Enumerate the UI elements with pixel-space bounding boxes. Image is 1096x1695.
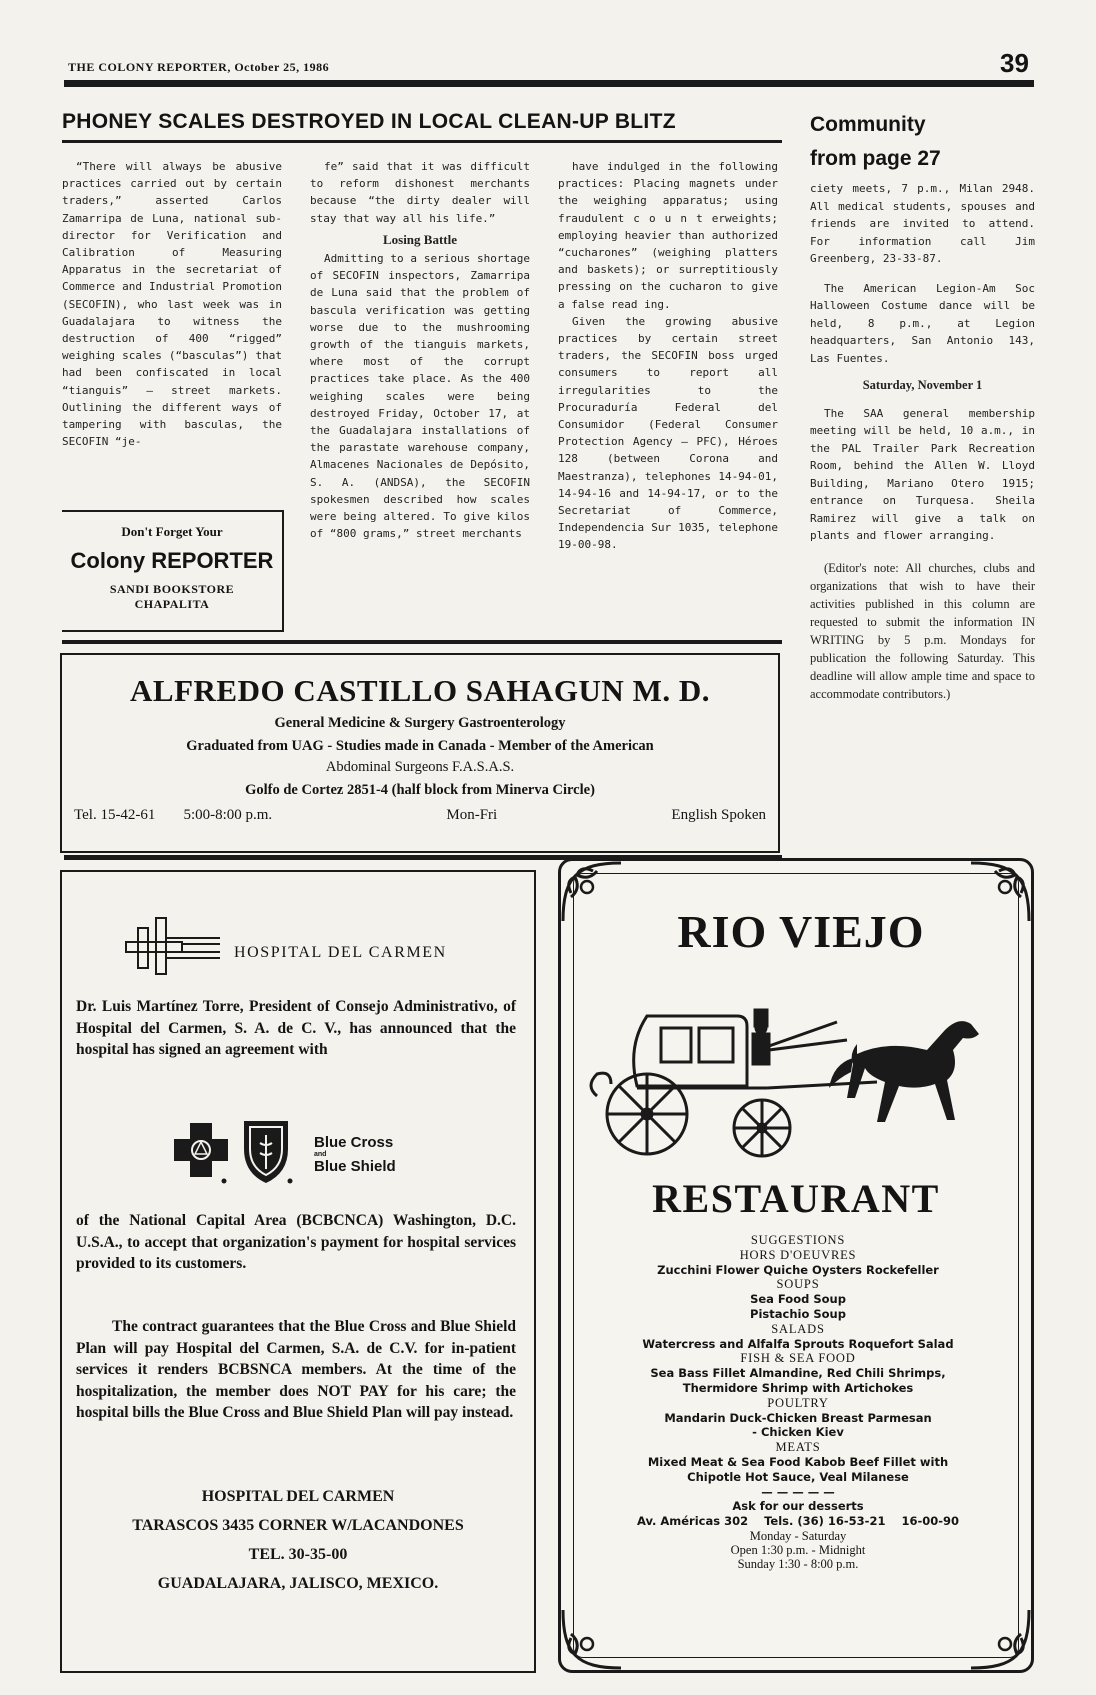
promo-store: SANDI BOOKSTORE	[109, 582, 235, 596]
article-text: “There will always be abusive practices carried out by certain traders,” asserted Carlos Zamarripa de Luna, national sub-director for Verification and Calibration of Measuring Apparatus in the secretariat of Commerce and Industrial Promotion (SECOFIN), who last week was in Guadalajara to witness the destruction of 400 “rigged” weighing scales (“basculas”) that had been confiscated in local “tianguis” — street markets. Outlining the different ways of tampering with basculas, the SECOFIN “je-	[62, 160, 282, 449]
menu-list	[575, 1233, 1021, 1514]
doctor-tel-hours	[74, 807, 272, 824]
horse-carriage-icon	[577, 976, 1017, 1166]
doctor-society: Abdominal Surgeons F.A.S.A.S.	[325, 759, 515, 775]
hospital-contract: The contract guarantees that the Blue Cross and Blue Shield Plan will pay Hospital del Carmen, S.A. de C.V. for in-patient services it renders BCBSNCA members. At the time of the hospitalization, the member does NOT PAY for his care; the hospital bills the Blue Cross and Blue Shield Plan will pay instead.	[76, 1318, 516, 1421]
bcbs-line: Blue Cross	[314, 1134, 394, 1151]
restaurant-tel-2: 16-00-90	[901, 1514, 960, 1529]
article-column-3	[558, 158, 778, 554]
restaurant-hours-weekday: Open 1:30 p.m. - Midnight	[730, 1542, 866, 1557]
article-text: fe” said that it was difficult to reform dishonest merchants because “the dirty dealer will stay that way all his life.”	[310, 160, 530, 225]
menu-item: Watercress and Alfalfa Sprouts Roquefort Salad	[642, 1336, 954, 1351]
doctor-address: Golfo de Cortez 2851-4 (half block from Minerva Circle)	[245, 782, 595, 798]
community-subtitle: from page 27	[810, 147, 941, 170]
colony-reporter-promo	[62, 510, 284, 632]
menu-section-heading: SUGGESTIONS	[750, 1233, 846, 1247]
article-text: have indulged in the following practices: Placing magnets under the weighing apparatus; using fraudulent c o u n t erweights; employing heavier than authorized “cucharones” (weighing platters and baskets); or surreptitiously pressing on the cucharon to give a false read ing.	[558, 160, 778, 311]
restaurant-tels: Tels. (36) 16-53-21	[764, 1514, 886, 1529]
blue-cross-blue-shield-icon	[170, 1117, 300, 1187]
menu-item: Sea Bass Fillet Almandine, Red Chili Shrimps,	[650, 1366, 946, 1381]
ornament-icon	[557, 857, 627, 927]
hospital-agreement: of the National Capital Area (BCBCNCA) Washington, D.C. U.S.A., to accept that organization's payment for hospital services provided to its customers.	[76, 1212, 516, 1272]
menu-item: Ask for our desserts	[732, 1499, 864, 1514]
article-text: Given the growing abusive practices by certain street traders, the SECOFIN boss urged consumers to report all irregularities to the Procuraduría Federal del Consumidor (Federal Consumer Protection Agency — PFC), Héroes 128 (between Corona and Maestranza), telephones 14-94-01, 14-94-16 and 14-94-17, or to the Secretariat of Commerce, Independencia Sur 1035, telephone 19-00-98.	[558, 314, 778, 552]
menu-section-heading: POULTRY	[767, 1395, 829, 1410]
community-heading	[810, 108, 1030, 176]
page-number: 39	[1000, 48, 1029, 78]
doctor-language: English Spoken	[671, 807, 766, 823]
restaurant-hours-sunday: Sunday 1:30 - 8:00 p.m.	[737, 1556, 859, 1571]
restaurant-name: RIO VIEJO	[677, 906, 925, 957]
community-title: Community	[810, 113, 926, 136]
masthead: THE COLONY REPORTER, October 25, 1986	[68, 60, 330, 74]
hospital-footer	[62, 1482, 534, 1598]
article-headline: PHONEY SCALES DESTROYED IN LOCAL CLEAN-UP BLITZ	[62, 110, 676, 133]
hospital-logo-icon	[124, 914, 224, 978]
menu-section-heading: HORS D'OEUVRES	[739, 1247, 857, 1262]
menu-item: Zucchini Flower Quiche Oysters Rockefeller	[657, 1262, 939, 1277]
community-text: ciety meets, 7 p.m., Milan 2948. All medical students, spouses and friends are invited to attend. For information call Jim Greenberg, 23-33-87.	[810, 182, 1035, 265]
menu-item: Thermidore Shrimp with Artichokes	[682, 1380, 914, 1395]
hospital-footer-tel: TEL. 30-35-00	[248, 1546, 348, 1563]
article-rule	[62, 640, 782, 644]
article-column-1	[62, 158, 282, 450]
promo-location: CHAPALITA	[134, 597, 210, 611]
doctor-tel: Tel. 15-42-61	[74, 807, 156, 823]
article-text: Admitting to a serious shortage of SECOFIN inspectors, Zamarripa de Luna said that the problem of bascula verification was getting worse due to the mushrooming growth of the tianguis markets, where most of the corrupt practices take place. As the 400 weighing scales were being destroyed Friday, October 17, at the Guadalajara installations of the parastate warehouse company, Almacenes Nacionales de Depósito, S. A. (ANDSA), the SECOFIN spokesmen described how scales were being altered. To give kilos of “800 grams,” street merchants	[310, 252, 530, 541]
doctor-ad	[60, 653, 780, 853]
article-column-2	[310, 158, 530, 542]
hospital-footer-name: HOSPITAL DEL CARMEN	[201, 1488, 395, 1505]
doctor-specialty: General Medicine & Surgery Gastroenterology	[274, 715, 566, 731]
restaurant-subtitle: RESTAURANT	[652, 1176, 940, 1221]
ornament-icon	[557, 1604, 627, 1674]
doctor-hours: 5:00-8:00 p.m.	[183, 807, 273, 823]
header-rule	[64, 80, 1034, 87]
restaurant-contact-row	[575, 1514, 1021, 1529]
menu-item: Sea Food Soup	[750, 1292, 846, 1307]
menu-item: — — — — —	[761, 1484, 835, 1499]
community-column	[810, 180, 1035, 703]
restaurant-ad	[558, 858, 1034, 1673]
restaurant-menu	[575, 1233, 1021, 1571]
menu-item: - Chicken Kiev	[752, 1425, 844, 1440]
promo-brand: Colony REPORTER	[70, 548, 274, 573]
hospital-name: HOSPITAL DEL CARMEN	[234, 944, 447, 961]
hospital-ad	[60, 870, 536, 1673]
ornament-icon	[965, 857, 1035, 927]
menu-item: Pistachio Soup	[750, 1306, 846, 1321]
editors-note: (Editor's note: All churches, clubs and organizations that wish to have their activities published in this column are requested to submit the information IN WRITING by 5 p.m. Mondays for publication the following Saturday. This deadline will allow ample time and space to accommodate contributors.)	[810, 560, 1035, 701]
doctor-days: Mon-Fri	[446, 807, 498, 823]
headline-rule	[62, 140, 782, 143]
ornament-icon	[965, 1604, 1035, 1674]
bcbs-label	[314, 1134, 396, 1175]
doctor-contact-row	[62, 799, 778, 824]
menu-section-heading: SALADS	[771, 1321, 825, 1336]
restaurant-address: Av. Américas 302	[636, 1514, 749, 1529]
menu-section-heading: SOUPS	[776, 1277, 820, 1292]
hospital-footer-city: GUADALAJARA, JALISCO, MEXICO.	[157, 1575, 439, 1592]
hospital-announcement: Dr. Luis Martínez Torre, President of Consejo Administrativo, of Hospital del Carmen, S. A. de C. V., has announced that the hospital has signed an agreement with	[76, 998, 516, 1058]
community-text: The American Legion-Am Soc Halloween Costume dance will be held, 8 p.m., at Legion headquarters, San Antonio 143, Las Fuentes.	[810, 281, 1035, 365]
bcbs-line: Blue Shield	[314, 1158, 396, 1175]
doctor-credentials: Graduated from UAG - Studies made in Canada - Member of the American	[186, 738, 654, 754]
promo-line: Don't Forget Your	[121, 524, 223, 539]
restaurant-hours-days: Monday - Saturday	[749, 1528, 847, 1543]
article-subhead: Losing Battle	[382, 231, 458, 247]
community-text: The SAA general membership meeting will be held, 10 a.m., in the PAL Trailer Park Recreation Room, behind the Allen W. Lloyd Building, Mariano Otero 1915; entrance on Turquesa. Sheila Ramirez will give a talk on plants and flower arranging.	[810, 406, 1035, 542]
menu-item: Mixed Meat & Sea Food Kabob Beef Fillet with	[647, 1454, 949, 1469]
menu-section-heading: MEATS	[775, 1440, 821, 1455]
community-date: Saturday, November 1	[862, 378, 983, 392]
bcbs-and: and	[314, 1151, 327, 1158]
menu-item: Chipotle Hot Sauce, Veal Milanese	[687, 1469, 909, 1484]
menu-section-heading: FISH & SEA FOOD	[740, 1351, 856, 1366]
menu-item: Mandarin Duck-Chicken Breast Parmesan	[664, 1410, 932, 1425]
doctor-name: ALFREDO CASTILLO SAHAGUN M. D.	[130, 673, 710, 708]
hospital-footer-address: TARASCOS 3435 CORNER W/LACANDONES	[132, 1517, 464, 1534]
